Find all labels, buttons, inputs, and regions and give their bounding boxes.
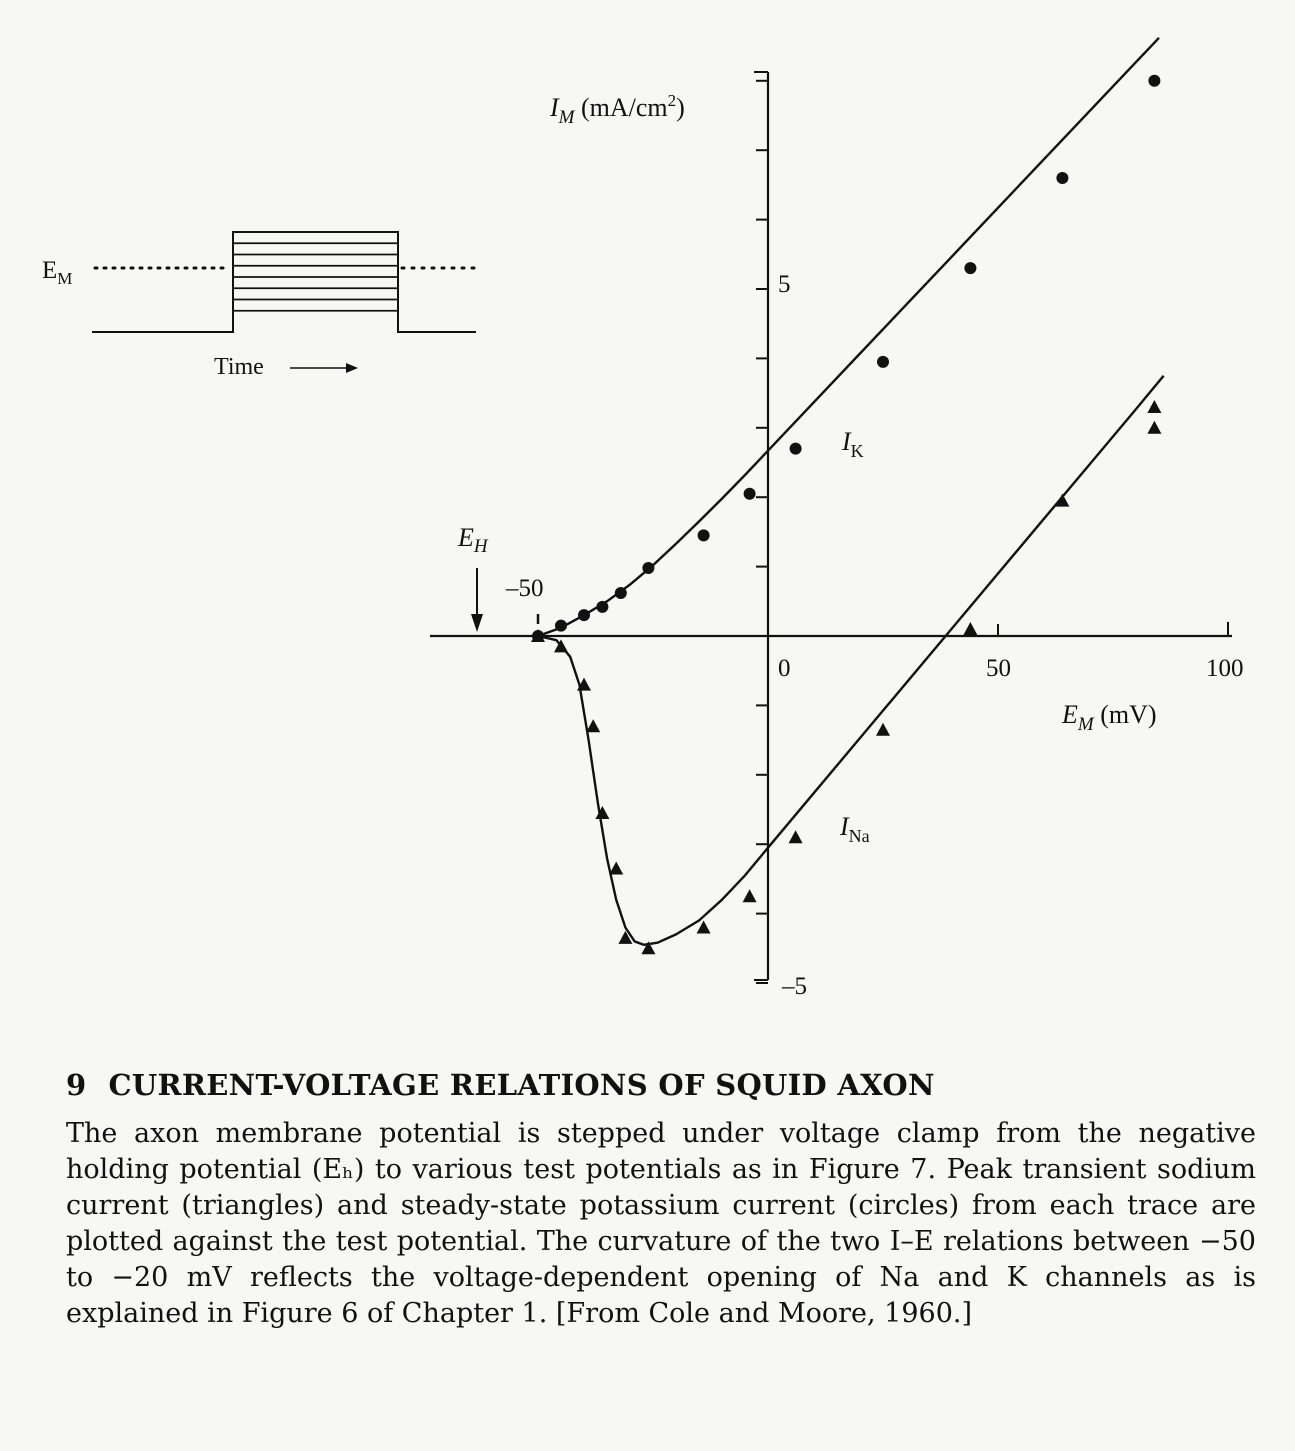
k-current-point bbox=[790, 443, 802, 455]
y-axis-title: $I_M$ $(mA/cm^2)$ bbox=[550, 91, 685, 128]
x-tick-label-minus50: –50 bbox=[506, 575, 544, 602]
k-current-point bbox=[578, 609, 590, 621]
na-current-point bbox=[586, 719, 600, 732]
na-current-point bbox=[789, 830, 803, 843]
x-axis-title: $E_M$ (mV) bbox=[1062, 700, 1157, 735]
na-current-point bbox=[963, 622, 977, 635]
k-current-point bbox=[555, 620, 567, 632]
k-current-point bbox=[877, 356, 889, 368]
x-tick-label-50: 50 bbox=[986, 655, 1011, 682]
na-current-point bbox=[1147, 400, 1161, 413]
inset-time-label: Time bbox=[214, 354, 264, 380]
holding-potential-label: $E_H$ bbox=[458, 523, 488, 557]
k-current-point bbox=[698, 529, 710, 541]
caption-heading bbox=[66, 1068, 1256, 1102]
na-current-point bbox=[697, 920, 711, 933]
caption-body: The axon membrane potential is stepped under voltage clamp from the negative holding potential (Eₕ) to various test potentials as in Figure 7. Peak transient sodium current (triangles) and steady-state potassium current (circles) from each trace are plotted against the test potential. The curvature of the two I–E relations between −50 to −20 mV reflects the voltage-dependent opening of Na and K channels as is explained in Figure 6 of Chapter 1. [From Cole and Moore, 1960.] bbox=[66, 1118, 1256, 1329]
figure-title: CURRENT-VOLTAGE RELATIONS OF SQUID AXON bbox=[108, 1068, 935, 1102]
holding-arrow-head bbox=[471, 614, 483, 632]
na-current-point bbox=[876, 723, 890, 736]
inset-step-outline bbox=[92, 232, 476, 332]
k-current-point bbox=[1056, 172, 1068, 184]
x-tick-label-0: 0 bbox=[778, 655, 791, 682]
k-current-point bbox=[744, 488, 756, 500]
series-label-ik: $I_K$ bbox=[842, 427, 864, 461]
na-current-point bbox=[1147, 421, 1161, 434]
y-tick-label-minus5: –5 bbox=[782, 973, 807, 1000]
k-current-point bbox=[596, 601, 608, 613]
curve-i-k bbox=[538, 38, 1159, 636]
k-current-point bbox=[615, 587, 627, 599]
voltage-step-inset bbox=[42, 232, 480, 380]
na-current-point bbox=[1055, 494, 1069, 507]
curve-i-na bbox=[538, 376, 1164, 945]
chart-labels bbox=[457, 91, 1244, 1000]
k-current-point bbox=[642, 562, 654, 574]
figure-number: 9 bbox=[66, 1068, 87, 1102]
chart-axes bbox=[430, 72, 1232, 983]
figure-caption bbox=[66, 1068, 1256, 1332]
na-current-point bbox=[609, 861, 623, 874]
y-tick-label-5: 5 bbox=[778, 271, 791, 298]
fitted-curves bbox=[538, 38, 1164, 945]
inset-em-label: $E_M$ bbox=[42, 257, 73, 288]
k-current-point bbox=[964, 262, 976, 274]
k-current-point bbox=[1148, 75, 1160, 87]
na-current-point bbox=[743, 889, 757, 902]
inset-time-arrow-head bbox=[346, 363, 358, 373]
series-label-ina: $I_{Na}$ bbox=[840, 812, 870, 846]
x-tick-label-100: 100 bbox=[1206, 655, 1244, 682]
